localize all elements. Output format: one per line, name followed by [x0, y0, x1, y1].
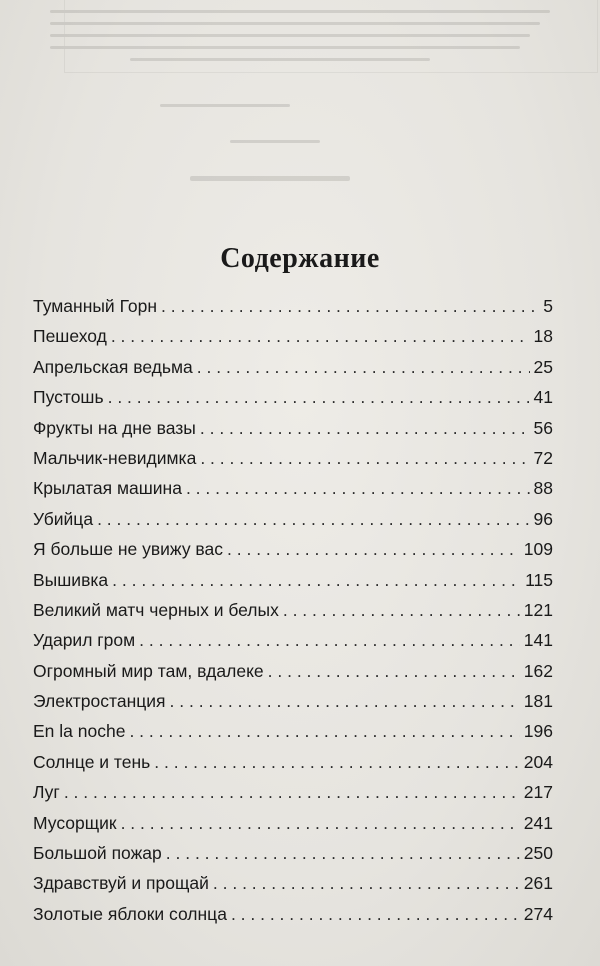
toc-entry-page: 121: [523, 599, 553, 620]
toc-entry-page: 25: [533, 356, 553, 377]
show-through-line: [50, 22, 540, 25]
toc-entry-page: 217: [523, 782, 553, 803]
toc-leader-dots: [121, 813, 520, 834]
toc-entry-title: Я больше не увижу вас: [33, 539, 224, 560]
toc-entry-page: 162: [523, 660, 553, 681]
toc-entry: [33, 721, 553, 751]
toc-leader-dots: [111, 326, 530, 347]
page-title: Содержание: [220, 242, 380, 274]
toc-entry-title: Апрельская ведьма: [33, 356, 193, 377]
toc-entry-title: Фрукты на дне вазы: [33, 417, 196, 438]
toc-entry: [33, 509, 553, 539]
toc-entry: [33, 478, 553, 508]
toc-entry: [33, 630, 553, 660]
show-through-line: [130, 58, 430, 61]
show-through-line: [160, 104, 290, 107]
toc-entry-title: Туманный Горн: [33, 296, 158, 316]
toc-entry-page: 141: [523, 630, 553, 651]
toc-leader-dots: [112, 570, 521, 591]
toc-entry: [33, 296, 553, 326]
toc-entry-page: 41: [533, 387, 553, 408]
toc-entry: [33, 570, 553, 600]
toc-entry: [33, 843, 553, 873]
show-through-line: [190, 176, 350, 181]
toc-leader-dots: [200, 418, 530, 439]
toc-entry-page: 88: [533, 478, 553, 499]
toc-entry-page: 196: [523, 721, 553, 742]
toc-leader-dots: [64, 782, 520, 803]
toc-entry-title: Ударил гром: [33, 630, 136, 651]
toc-leader-dots: [129, 721, 519, 742]
toc-leader-dots: [166, 843, 520, 864]
table-of-contents: [33, 296, 553, 934]
toc-entry-page: 56: [533, 417, 553, 438]
toc-entry-title: Большой пожар: [33, 843, 162, 864]
toc-entry: [33, 813, 553, 843]
toc-entry-page: 204: [523, 751, 553, 772]
toc-leader-dots: [213, 873, 520, 894]
toc-entry-title: Луг: [33, 782, 60, 803]
show-through-line: [50, 10, 550, 13]
toc-leader-dots: [97, 509, 529, 530]
toc-entry-title: Пустошь: [33, 387, 104, 408]
toc-leader-dots: [161, 296, 539, 317]
toc-leader-dots: [170, 691, 520, 712]
toc-entry: [33, 691, 553, 721]
toc-entry: [33, 418, 553, 448]
toc-entry: [33, 782, 553, 812]
toc-entry-page: 274: [523, 903, 553, 924]
toc-entry: [33, 539, 553, 569]
toc-entry-title: Золотые яблоки солнца: [33, 903, 227, 924]
toc-entry-title: Мусорщик: [33, 812, 117, 833]
toc-leader-dots: [139, 630, 520, 651]
toc-entry-title: Пешеход: [33, 326, 107, 347]
toc-entry-title: Великий матч черных и белых: [33, 599, 279, 620]
toc-entry-page: 115: [525, 569, 553, 590]
toc-entry-title: Крылатая машина: [33, 478, 182, 499]
toc-entry-page: 181: [523, 691, 553, 712]
toc-leader-dots: [268, 661, 520, 682]
toc-leader-dots: [283, 600, 520, 621]
toc-entry-page: 241: [523, 812, 553, 833]
toc-entry-page: 5: [543, 296, 553, 316]
toc-entry-title: En la noche: [33, 721, 126, 742]
toc-entry-page: 18: [533, 326, 553, 347]
toc-leader-dots: [108, 387, 530, 408]
toc-leader-dots: [186, 478, 530, 499]
toc-entry: [33, 873, 553, 903]
toc-entry: [33, 326, 553, 356]
toc-entry: [33, 387, 553, 417]
toc-entry-page: 261: [523, 873, 553, 894]
show-through-line: [50, 34, 530, 37]
toc-entry: [33, 752, 553, 782]
toc-entry-title: Электростанция: [33, 691, 166, 712]
toc-entry-title: Вышивка: [33, 569, 109, 590]
toc-entry: [33, 600, 553, 630]
show-through-line: [230, 140, 320, 143]
show-through-line: [50, 46, 520, 49]
toc-entry-page: 96: [533, 508, 553, 529]
toc-entry-page: 250: [523, 843, 553, 864]
toc-entry-title: Мальчик-невидимка: [33, 447, 197, 468]
toc-leader-dots: [231, 904, 520, 925]
toc-entry-title: Солнце и тень: [33, 751, 151, 772]
toc-entry: [33, 661, 553, 691]
toc-leader-dots: [227, 539, 520, 560]
toc-entry-title: Огромный мир там, вдалеке: [33, 660, 264, 681]
show-through-background: [30, 0, 570, 200]
toc-entry-title: Здравствуй и прощай: [33, 873, 209, 894]
toc-leader-dots: [154, 752, 520, 773]
toc-leader-dots: [197, 357, 530, 378]
toc-leader-dots: [200, 448, 529, 469]
toc-entry-page: 72: [533, 447, 553, 468]
toc-entry-page: 109: [523, 539, 553, 560]
toc-entry: [33, 448, 553, 478]
toc-entry-title: Убийца: [33, 508, 94, 529]
toc-entry: [33, 357, 553, 387]
toc-entry: [33, 904, 553, 934]
